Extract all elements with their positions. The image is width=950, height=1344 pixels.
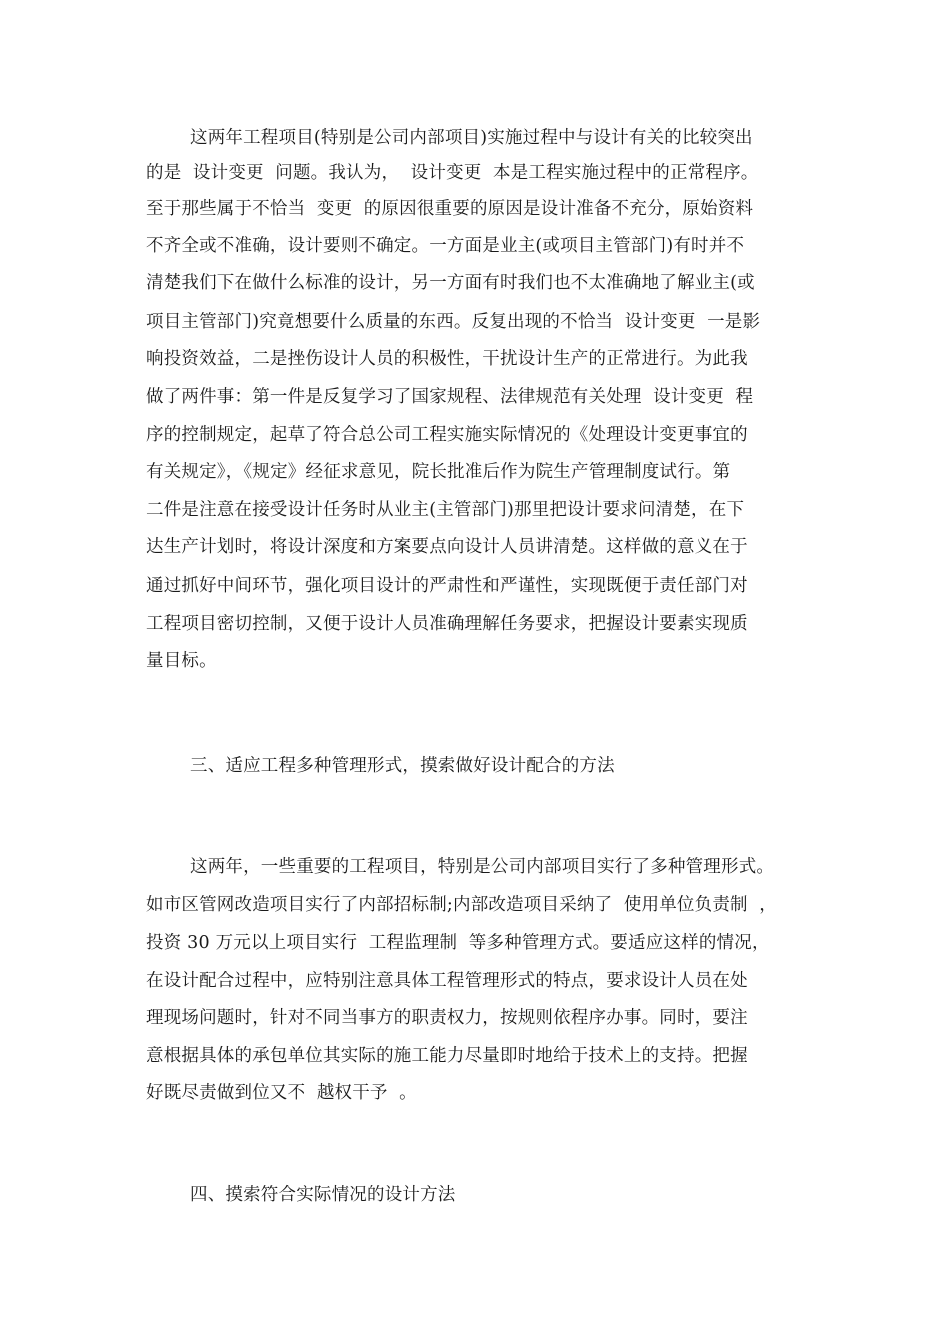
paragraph-line: 这两年工程项目(特别是公司内部项目)实施过程中与设计有关的比较突出 [190,128,753,148]
paragraph-line: 二件是注意在接受设计任务时从业主(主管部门)那里把设计要求问清楚，在下 [146,500,745,520]
paragraph-line: 的是 设计变更 问题。我认为， 设计变更 本是工程实施过程中的正常程序。 [146,163,759,183]
paragraph-line: 量目标。 [146,651,217,671]
paragraph-line: 响投资效益，二是挫伤设计人员的积极性，干扰设计生产的正常进行。为此我 [146,349,748,369]
paragraph-line: 达生产计划时，将设计深度和方案要点向设计人员讲清楚。这样做的意义在于 [146,537,748,557]
paragraph-line: 意根据具体的承包单位其实际的施工能力尽量即时地给于技术上的支持。把握 [146,1046,748,1066]
paragraph-line: 做了两件事：第一件是反复学习了国家规程、法律规范有关处理 设计变更 程 [146,387,754,407]
paragraph-line: 投资 30 万元以上项目实行 工程监理制 等多种管理方式。要适应这样的情况， [146,933,770,953]
paragraph-line: 不齐全或不准确，设计要则不确定。一方面是业主(或项目主管部门)有时并不 [146,236,745,256]
paragraph-line: 在设计配合过程中，应特别注意具体工程管理形式的特点，要求设计人员在处 [146,971,748,991]
section-heading-4: 四、摸索符合实际情况的设计方法 [190,1185,456,1205]
paragraph-line: 理现场问题时，针对不同当事方的职责权力，按规则依程序办事。同时，要注 [146,1008,748,1028]
paragraph-line: 通过抓好中间环节，强化项目设计的严肃性和严谨性，实现既便于责任部门对 [146,576,748,596]
paragraph-line: 好既尽责做到位又不 越权干予 。 [146,1083,417,1103]
paragraph-line: 至于那些属于不恰当 变更 的原因很重要的原因是设计准备不充分，原始资料 [146,199,754,219]
section-heading-3: 三、适应工程多种管理形式，摸索做好设计配合的方法 [190,756,615,776]
paragraph-line: 项目主管部门)究竟想要什么质量的东西。反复出现的不恰当 设计变更 一是影 [146,312,761,332]
paragraph-line: 工程项目密切控制，又便于设计人员准确理解任务要求，把握设计要素实现质 [146,614,748,634]
paragraph-line: 有关规定》，《规定》经征求意见，院长批准后作为院生产管理制度试行。第 [146,462,731,482]
paragraph-line: 如市区管网改造项目实行了内部招标制;内部改造项目采纳了 使用单位负责制 ， [146,895,777,915]
paragraph-line: 这两年，一些重要的工程项目，特别是公司内部项目实行了多种管理形式。 [190,857,775,877]
paragraph-line: 清楚我们下在做什么标准的设计，另一方面有时我们也不太准确地了解业主(或 [146,273,755,293]
paragraph-line: 序的控制规定，起草了符合总公司工程实施实际情况的《处理设计变更事宜的 [146,425,748,445]
